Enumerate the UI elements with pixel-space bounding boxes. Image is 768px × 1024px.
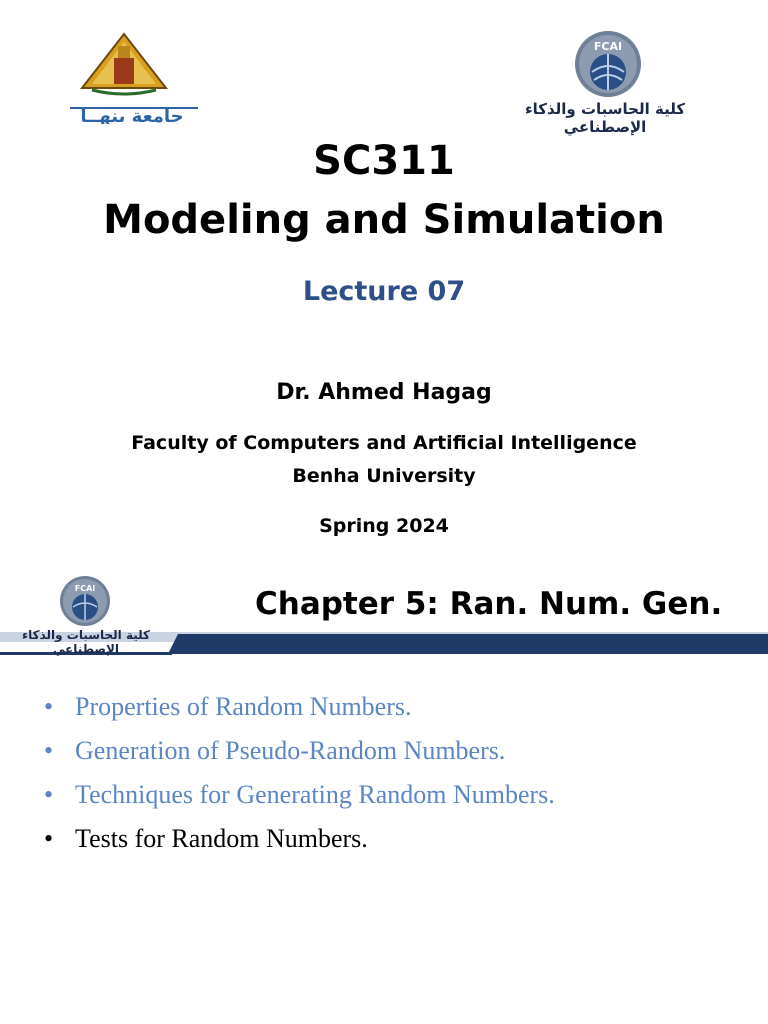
topic-text: Techniques for Generating Random Numbers. [75, 780, 555, 809]
fcai-caption-small: كلية الحاسبات والذكاء الإصطناعي [21, 628, 151, 656]
fcai-logo [572, 28, 650, 100]
bullet-glyph: • [44, 780, 54, 809]
course-code: SC311 [313, 138, 455, 184]
topic-text: Generation of Pseudo-Random Numbers. [75, 736, 506, 765]
course-title: Modeling and Simulation [103, 197, 665, 243]
topic-item [44, 778, 744, 822]
lecture-number: Lecture 07 [302, 276, 466, 307]
presenter-name: Dr. Ahmed Hagag [276, 380, 492, 405]
fcai-logo-text: FCAI [593, 40, 623, 53]
bullet-glyph: • [44, 736, 54, 765]
benha-logo-text: جامعة بنهــا [80, 106, 184, 124]
topic-text: Properties of Random Numbers. [75, 692, 412, 721]
topic-list [44, 690, 744, 866]
topic-item-current [44, 822, 744, 866]
topic-item [44, 690, 744, 734]
benha-university-logo [70, 28, 210, 124]
term: Spring 2024 [319, 515, 449, 537]
bullet-glyph: • [44, 692, 54, 721]
fcai-logo-small [56, 574, 114, 628]
university-name: Benha University [292, 465, 476, 487]
fcai-logo-small-text: FCAI [74, 584, 96, 593]
bullet-glyph: • [44, 824, 54, 853]
fcai-caption: كلية الحاسبات والذكاء الإصطناعي [524, 100, 686, 136]
topic-item [44, 734, 744, 778]
chapter-title: Chapter 5: Ran. Num. Gen. [255, 586, 723, 622]
faculty-name: Faculty of Computers and Artificial Intelligence [131, 432, 637, 454]
topic-text: Tests for Random Numbers. [75, 824, 368, 853]
